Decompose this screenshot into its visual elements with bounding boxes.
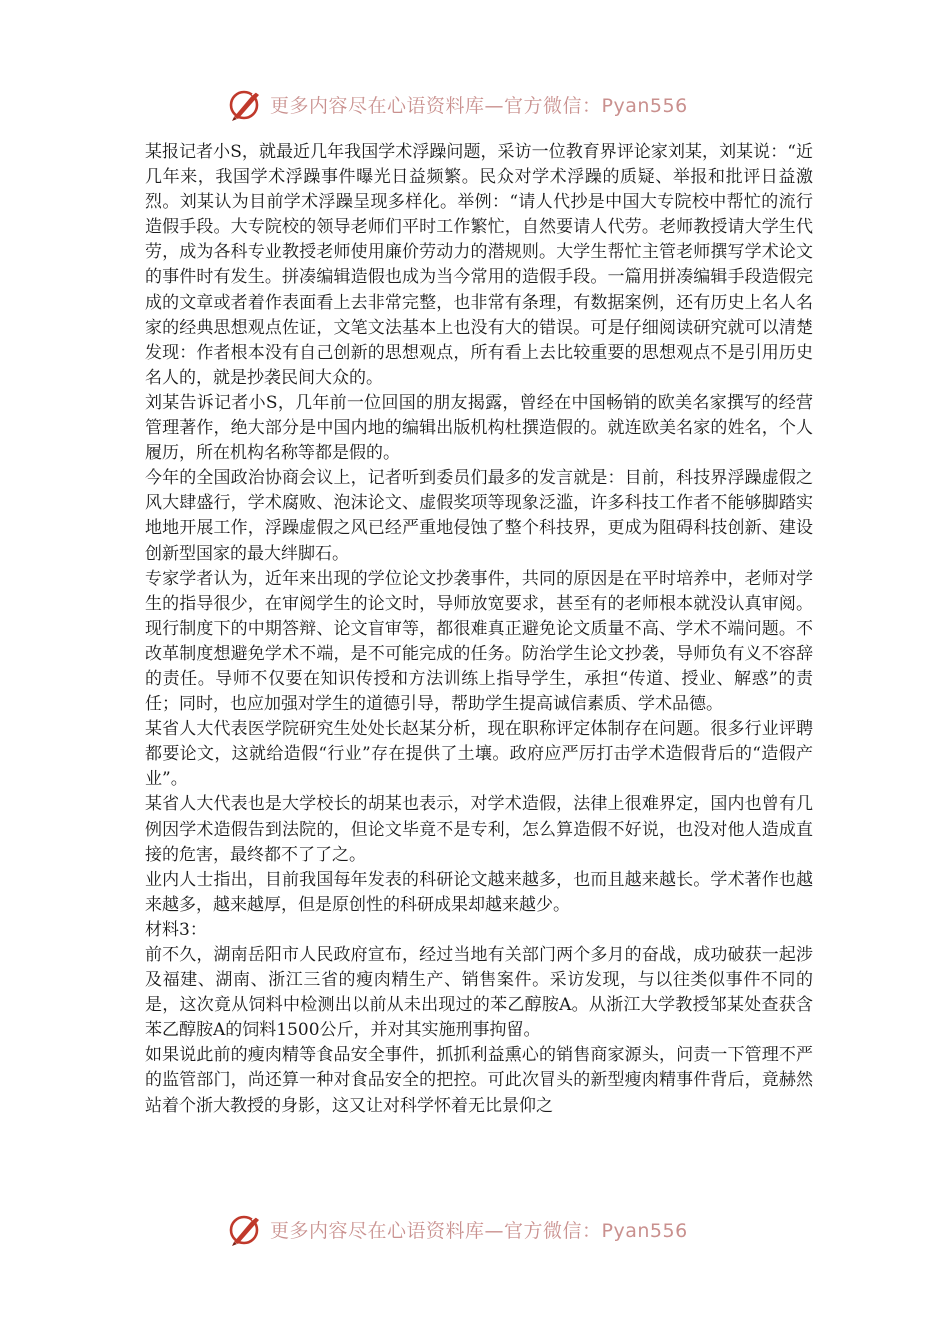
paragraph-4: 专家学者认为，近年来出现的学位论文抄袭事件，共同的原因是在平时培养中，老师对学生的指导很少，在审阅学生的论文时，导师放宽要求，甚至有的老师根本就没认真审阅。现行制度下的中期答辩、论文盲审等，都很难真正避免论文质量不高、学术不端问题。不改革制度想避免学术不端，是不可能完成的任务。防治学生论文抄袭，导师负有义不容辞的责任。导师不仅要在知识传授和方法训练上指导学生，承担“传道、授业、解惑”的责任；同时，也应加强对学生的道德引导，帮助学生提高诚信素质、学术品德。 [145, 568, 813, 715]
document-body [145, 140, 813, 1119]
paragraph-8: 前不久，湖南岳阳市人民政府宣布，经过当地有关部门两个多月的奋战，成功破获一起涉及福建、湖南、浙江三省的瘦肉精生产、销售案件。采访发现，与以往类似事件不同的是，这次竟从饲料中检测出以前从未出现过的苯乙醇胺A。从浙江大学教授邹某处查获含苯乙醇胺A的饲料1500公斤，并对其实施刑事拘留。 [145, 945, 813, 1041]
paragraph-6: 某省人大代表也是大学校长的胡某也表示，对学术造假，法律上很难界定，国内也曾有几例因学术造假告到法院的，但论文毕竟不是专利，怎么算造假不好说，也没对他人造成直接的危害，最终都不了了之。 [145, 794, 813, 865]
paragraph-3: 今年的全国政治协商会议上，记者听到委员们最多的发言就是：目前，科技界浮躁虚假之风大肆盛行，学术腐败、泡沫论文、虚假奖项等现象泛滥，许多科技工作者不能够脚踏实地地开展工作，浮躁虚假之风已经严重地侵蚀了整个科技界，更成为阻碍科技创新、建设创新型国家的最大绊脚石。 [145, 468, 813, 564]
paragraph-2: 刘某告诉记者小S，几年前一位回国的朋友揭露，曾经在中国畅销的欧美名家撰写的经营管理著作，绝大部分是中国内地的编辑出版机构杜撰造假的。就连欧美名家的姓名，个人履历，所在机构名称等都是假的。 [145, 392, 813, 464]
pen-logo-icon [228, 86, 264, 122]
pen-logo-icon [228, 1211, 264, 1247]
paragraph-9: 如果说此前的瘦肉精等食品安全事件，抓抓利益熏心的销售商家源头，问责一下管理不严的监管部门，尚还算一种对食品安全的把控。可此次冒头的新型瘦肉精事件背后，竟赫然站着个浙大教授的身影，这又让对科学怀着无比景仰之 [145, 1045, 813, 1116]
paragraph-7: 业内人士指出，目前我国每年发表的科研论文越来越多，也而且越来越长。学术著作也越来越多，越来越厚，但是原创性的科研成果却越来越少。 [145, 869, 813, 915]
paragraph-5: 某省人大代表医学院研究生处处长赵某分析，现在职称评定体制存在问题。很多行业评聘都要论文，这就给造假“行业”存在提供了土壤。政府应严厉打击学术造假背后的“造假产业”。 [145, 719, 813, 790]
footer-banner [228, 1209, 688, 1249]
header-banner [228, 84, 688, 124]
section-heading-material-3: 材料3： [145, 919, 207, 940]
footer-banner-text: 更多内容尽在心语资料库—官方微信：Pyan556 [270, 1219, 688, 1242]
header-banner-text: 更多内容尽在心语资料库—官方微信：Pyan556 [270, 94, 688, 117]
paragraph-1: 某报记者小S，就最近几年我国学术浮躁问题，采访一位教育界评论家刘某，刘某说：“近几年来，我国学术浮躁事件曝光日益频繁。民众对学术浮躁的质疑、举报和批评日益激烈。刘某认为目前学术浮躁呈现多样化。举例：“请人代抄是中国大专院校中帮忙的流行造假手段。大专院校的领导老师们平时工作繁忙，自然要请人代劳。老师教授请大学生代劳，成为各科专业教授老师使用廉价劳动力的潜规则。大学生帮忙主管老师撰写学术论文的事件时有发生。拼凑编辑造假也成为当今常用的造假手段。一篇用拼凑编辑手段造假完成的文章或者着作表面看上去非常完整，也非常有条理，有数据案例，还有历史上名人名家的经典思想观点佐证，文笔文法基本上也没有大的错误。可是仔细阅读研究就可以清楚发现：作者根本没有自己创新的思想观点，所有看上去比较重要的思想观点不是引用历史名人的，就是抄袭民间大众的。 [145, 142, 813, 388]
